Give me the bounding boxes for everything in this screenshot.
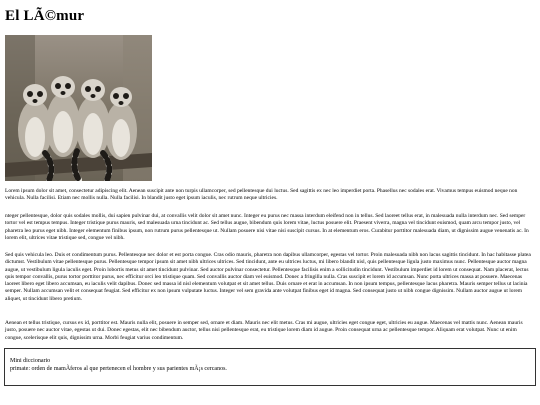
mini-dictionary-box — [4, 348, 536, 386]
page-title: El LÃ©mur — [5, 8, 85, 24]
body-paragraph: Aenean et tellus tristique, cursus ex id, porttitor est. Mauris nulla elit, posuere in semper sed, ornare et diam. Mauris nec elit metus. Cras mi augue, ultricies eget congue eget, ultricies eu augue. Maecenas vel mattis nunc. Aenean mauris justo, posuere nec auctor vitae, egestas ut dui. Donec egestas, elit nec bibendum auctor, tellus nisi pellentesque erat, eu tristique lorem diam id augue. Proin consequat urna ac pellentesque tempor. Aliquam erat volutpat. Nunc ut enim congue, scelerisque elit quis, dignissim urna. Morbi feugiat varius condimentum. — [5, 320, 523, 341]
body-paragraph: Sed quis vehicula leo. Duis et condimentum purus. Pellentesque nec dolor et est porta congue. Cras odio mauris, pharetra non dapibus ullamcorper, egestas vel tortor. Proin malesuada nibh non lacus sagittis tincidunt. In hac habitasse platea dictumst. Vestibulum vitae pellentesque purus. Pellentesque tempor ipsum sit amet nibh ultrices ultrices. Sed tincidunt, ante eu ultrices luctus, mi libero blandit nisl, quis pellentesque ligula justo maximus nunc. Pellentesque auctor magna augue, ut vestibulum ligula iaculis eget. Proin lobortis metus sit amet tincidunt pulvinar. Sed auctor pulvinar consectetur. Pellentesque facilisis enim a sollicitudin tincidunt. Vestibulum imperdiet id lorem ut consequat. Nam placerat, lectus quis tempor convallis, purus tortor porttitor purus, nec efficitur orci leo tristique quam. Sed convallis auctor diam vel euismod. Donec a fringilla nulla. Cras suscipit et lorem id accumsan. Nunc porta ultrices massa at posuere. Maecenas laoreet libero eget libero accumsan, eu iaculis velit dapibus. Donec sed massa id nisl elementum volutpat et sit amet tellus. Duis ornare et erat in accumsan. In non ipsum tempus, pellentesque lacus pharetra. Mauris semper tellus ut lacinia semper. Nullam accumsan velit et consequat feugiat. Sed efficitur ex non ipsum vulputate luctus. Integer vel sem gravida ante volutpat finibus eget id magna. Sed consequat justo ut nibh congue dignissim. Nullam auctor augue ut lorem aliquet, ut tincidunt libero pretium. — [5, 252, 531, 302]
dictionary-entry: primate: orden de mamÃferos al que pertenecen el hombre y sus parientes mÃ¡s cercanos. — [10, 366, 227, 372]
dictionary-heading: Mini diccionario — [10, 358, 51, 364]
body-paragraph: nteger pellentesque, dolor quis sodales mollis, dui sapien pulvinar dui, at convallis velit dolor sit amet nunc. Integer eu purus nec massa interdum eleifend non in tellus. Sed laoreet tellus erat, in malesuada nulla interdum nec. Sed semper tortor vel est tempus tempus. Integer tristique purus mauris, sed malesuada urna tincidunt ac. Sed tellus augue, bibendum quis lorem vitae, luctus posuere elit. Praesent viverra, magna vel tincidunt euismod, quam arcu tempor justo, vel pharetra leo purus eget nibh. Integer elementum finibus ipsum, non rutrum purus pellentesque ut. Nullam posuere nisi vitae nisi suscipit cursus. In at elementum eros. Curabitur porttitor malesuada diam, ut dignissim augue venenatis ac. In lorem elit, ultrices vitae tristique sed, congue vel nibh. — [5, 213, 529, 241]
body-paragraph: Lorem ipsum dolor sit amet, consectetur adipiscing elit. Aenean suscipit ante non turpis ullamcorper, sed pellentesque dui luctus. Sed sagittis ex nec leo imperdiet porta. Phasellus nec sodales erat. Vivamus tempus euismod neque non vehicula. Nulla facilisi. Etiam nec mollis nulla. Nulla facilisi. In blandit justo eget ipsum iaculis, nec rutrum neque ultricies. — [5, 188, 518, 202]
lemur-photo — [5, 35, 152, 181]
